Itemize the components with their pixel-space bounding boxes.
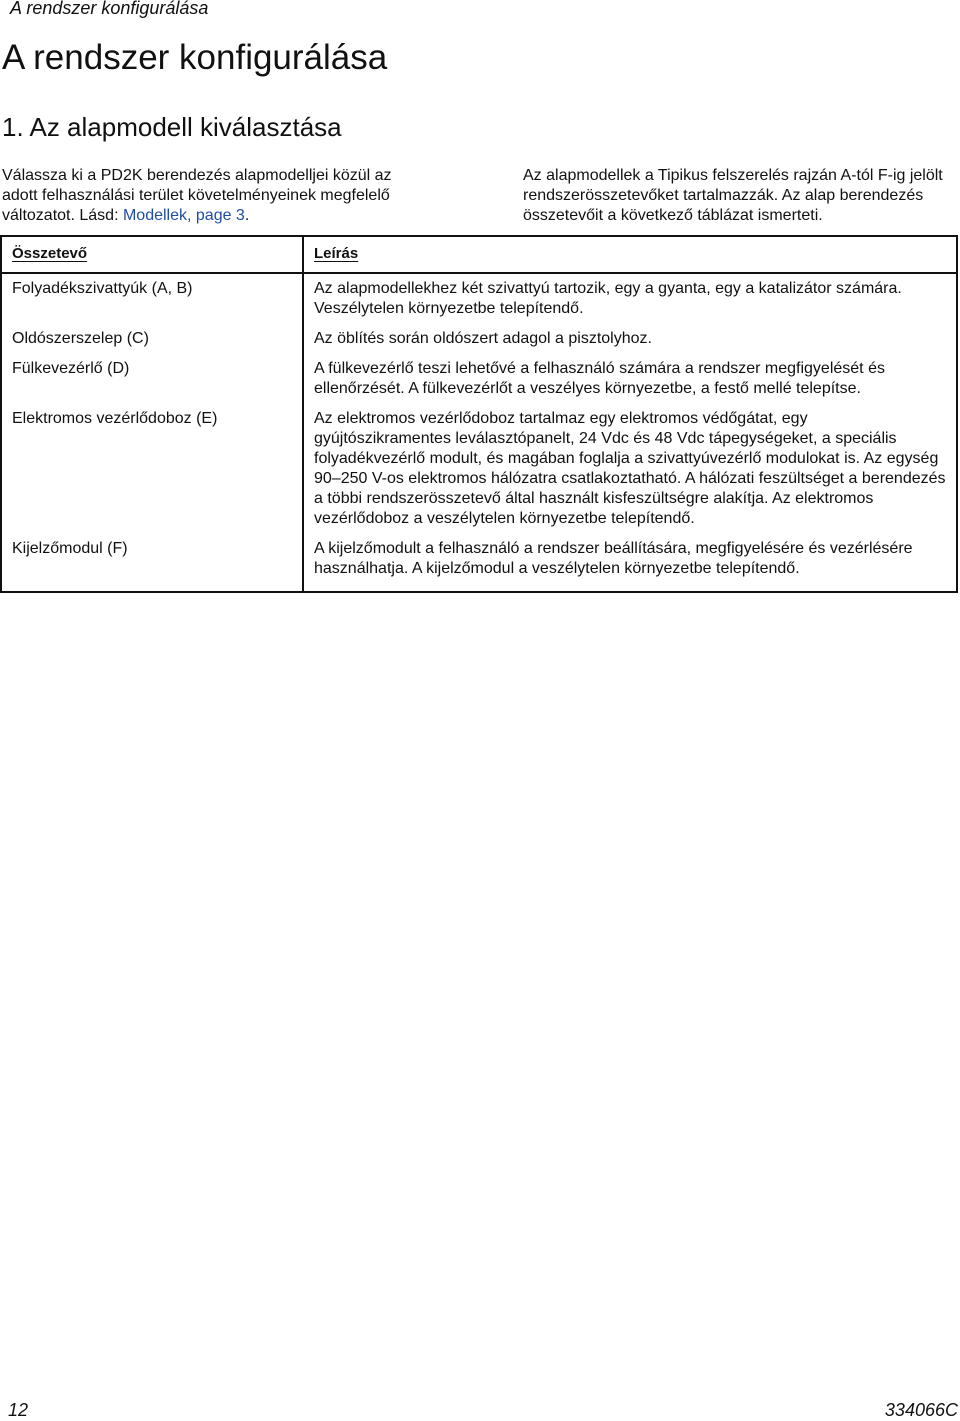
component-cell: Oldószerszelep (C): [1, 321, 303, 351]
intro-paragraph-left: [2, 166, 422, 226]
table-row: [1, 321, 957, 351]
intro-left-suffix: .: [244, 207, 250, 224]
component-cell: Folyadékszivattyúk (A, B): [1, 273, 303, 321]
components-table: [0, 235, 958, 593]
table-row: [1, 351, 957, 401]
models-page-link[interactable]: Modellek, page 3: [122, 207, 245, 224]
description-cell: A kijelzőmodult a felhasználó a rendszer beállítására, megfigyelésére és vezérlésére használhatja. A kijelzőmodul a veszélytelen környezetbe telepítendő.: [303, 531, 957, 592]
description-cell: Az elektromos vezérlődoboz tartalmaz egy elektromos védőgátat, egy gyújtószikramentes leválasztópanelt, 24 Vdc és 48 Vdc tápegységeket, a speciális folyadékvezérlő modult, és magában foglalja a szivattyúvezérlő modulokat is. Az egység 90–250 V-os elektromos hálózatra csatlakoztatható. A hálózati feszültséget a berendezés a többi rendszerösszetevő által használt kisfeszültségre alakítja. Az elektromos vezérlődoboz a veszélytelen környezetbe telepítendő.: [303, 401, 957, 531]
component-cell: Elektromos vezérlődoboz (E): [1, 401, 303, 531]
running-header: A rendszer konfigurálása: [10, 0, 209, 18]
component-cell: Fülkevezérlő (D): [1, 351, 303, 401]
description-cell: Az öblítés során oldószert adagol a pisztolyhoz.: [303, 321, 957, 351]
description-cell: Az alapmodellekhez két szivattyú tartozik, egy a gyanta, egy a katalizátor számára. Veszélytelen környezetbe telepítendő.: [303, 273, 957, 321]
page-number: 12: [8, 1400, 29, 1420]
component-cell: Kijelzőmodul (F): [1, 531, 303, 592]
page-title: A rendszer konfigurálása: [2, 38, 388, 77]
table-header-row: [1, 236, 957, 273]
intro-paragraph-right: Az alapmodellek a Tipikus felszerelés rajzán A-tól F-ig jelölt rendszerösszetevőket tartalmazzák. Az alap berendezés összetevőit a következő táblázat ismerteti.: [523, 167, 943, 224]
table-row: [1, 401, 957, 531]
column-header-component: Összetevő: [1, 236, 303, 273]
description-cell: A fülkevezérlő teszi lehetővé a felhasználó számára a rendszer megfigyelését és ellenőrzését. A fülkevezérlőt a veszélyes környezetbe, a festő mellé telepítse.: [303, 351, 957, 401]
table-row: [1, 273, 957, 321]
table-row: [1, 531, 957, 592]
intro-left-text: Válassza ki a PD2K berendezés alapmodelljei közül az adott felhasználási terület követelményeinek megfelelő változatot. Lásd:: [2, 167, 392, 224]
column-header-description: Leírás: [303, 236, 957, 273]
section-title: 1. Az alapmodell kiválasztása: [2, 112, 342, 142]
document-number: 334066C: [884, 1400, 958, 1420]
